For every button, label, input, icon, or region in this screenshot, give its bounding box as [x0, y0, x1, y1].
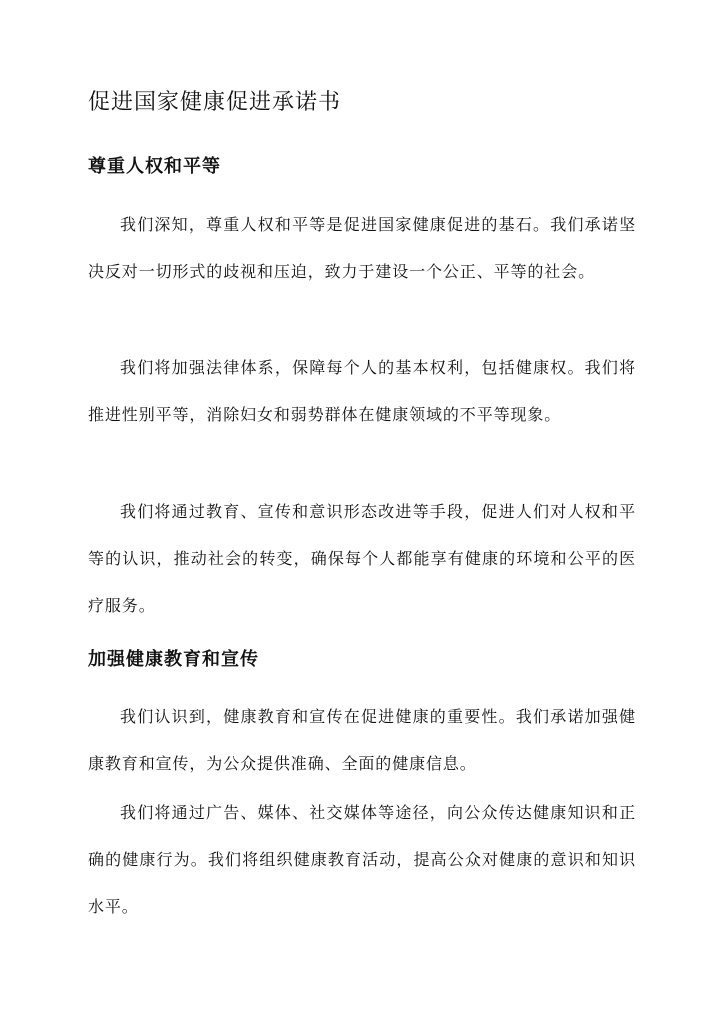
section-heading-health-education: 加强健康教育和宣传 [88, 649, 259, 670]
section-heading-human-rights: 尊重人权和平等 [88, 156, 221, 177]
paragraph: 我们认识到，健康教育和宣传在促进健康的重要性。我们承诺加强健康教育和宣传，为公众提供准确、全面的健康信息。 [88, 707, 636, 773]
document-title: 促进国家健康促进承诺书 [88, 90, 342, 115]
paragraph: 我们深知，尊重人权和平等是促进国家健康促进的基石。我们承诺坚决反对一切形式的歧视和压迫，致力于建设一个公正、平等的社会。 [88, 215, 636, 281]
paragraph: 我们将通过教育、宣传和意识形态改进等手段，促进人们对人权和平等的认识，推动社会的转变，确保每个人都能享有健康的环境和公平的医疗服务。 [88, 502, 636, 615]
paragraph: 我们将通过广告、媒体、社交媒体等途径，向公众传达健康知识和正确的健康行为。我们将组织健康教育活动，提高公众对健康的意识和知识水平。 [88, 803, 636, 916]
paragraph: 我们将加强法律体系，保障每个人的基本权利，包括健康权。我们将推进性别平等，消除妇女和弱势群体在健康领域的不平等现象。 [88, 358, 636, 424]
